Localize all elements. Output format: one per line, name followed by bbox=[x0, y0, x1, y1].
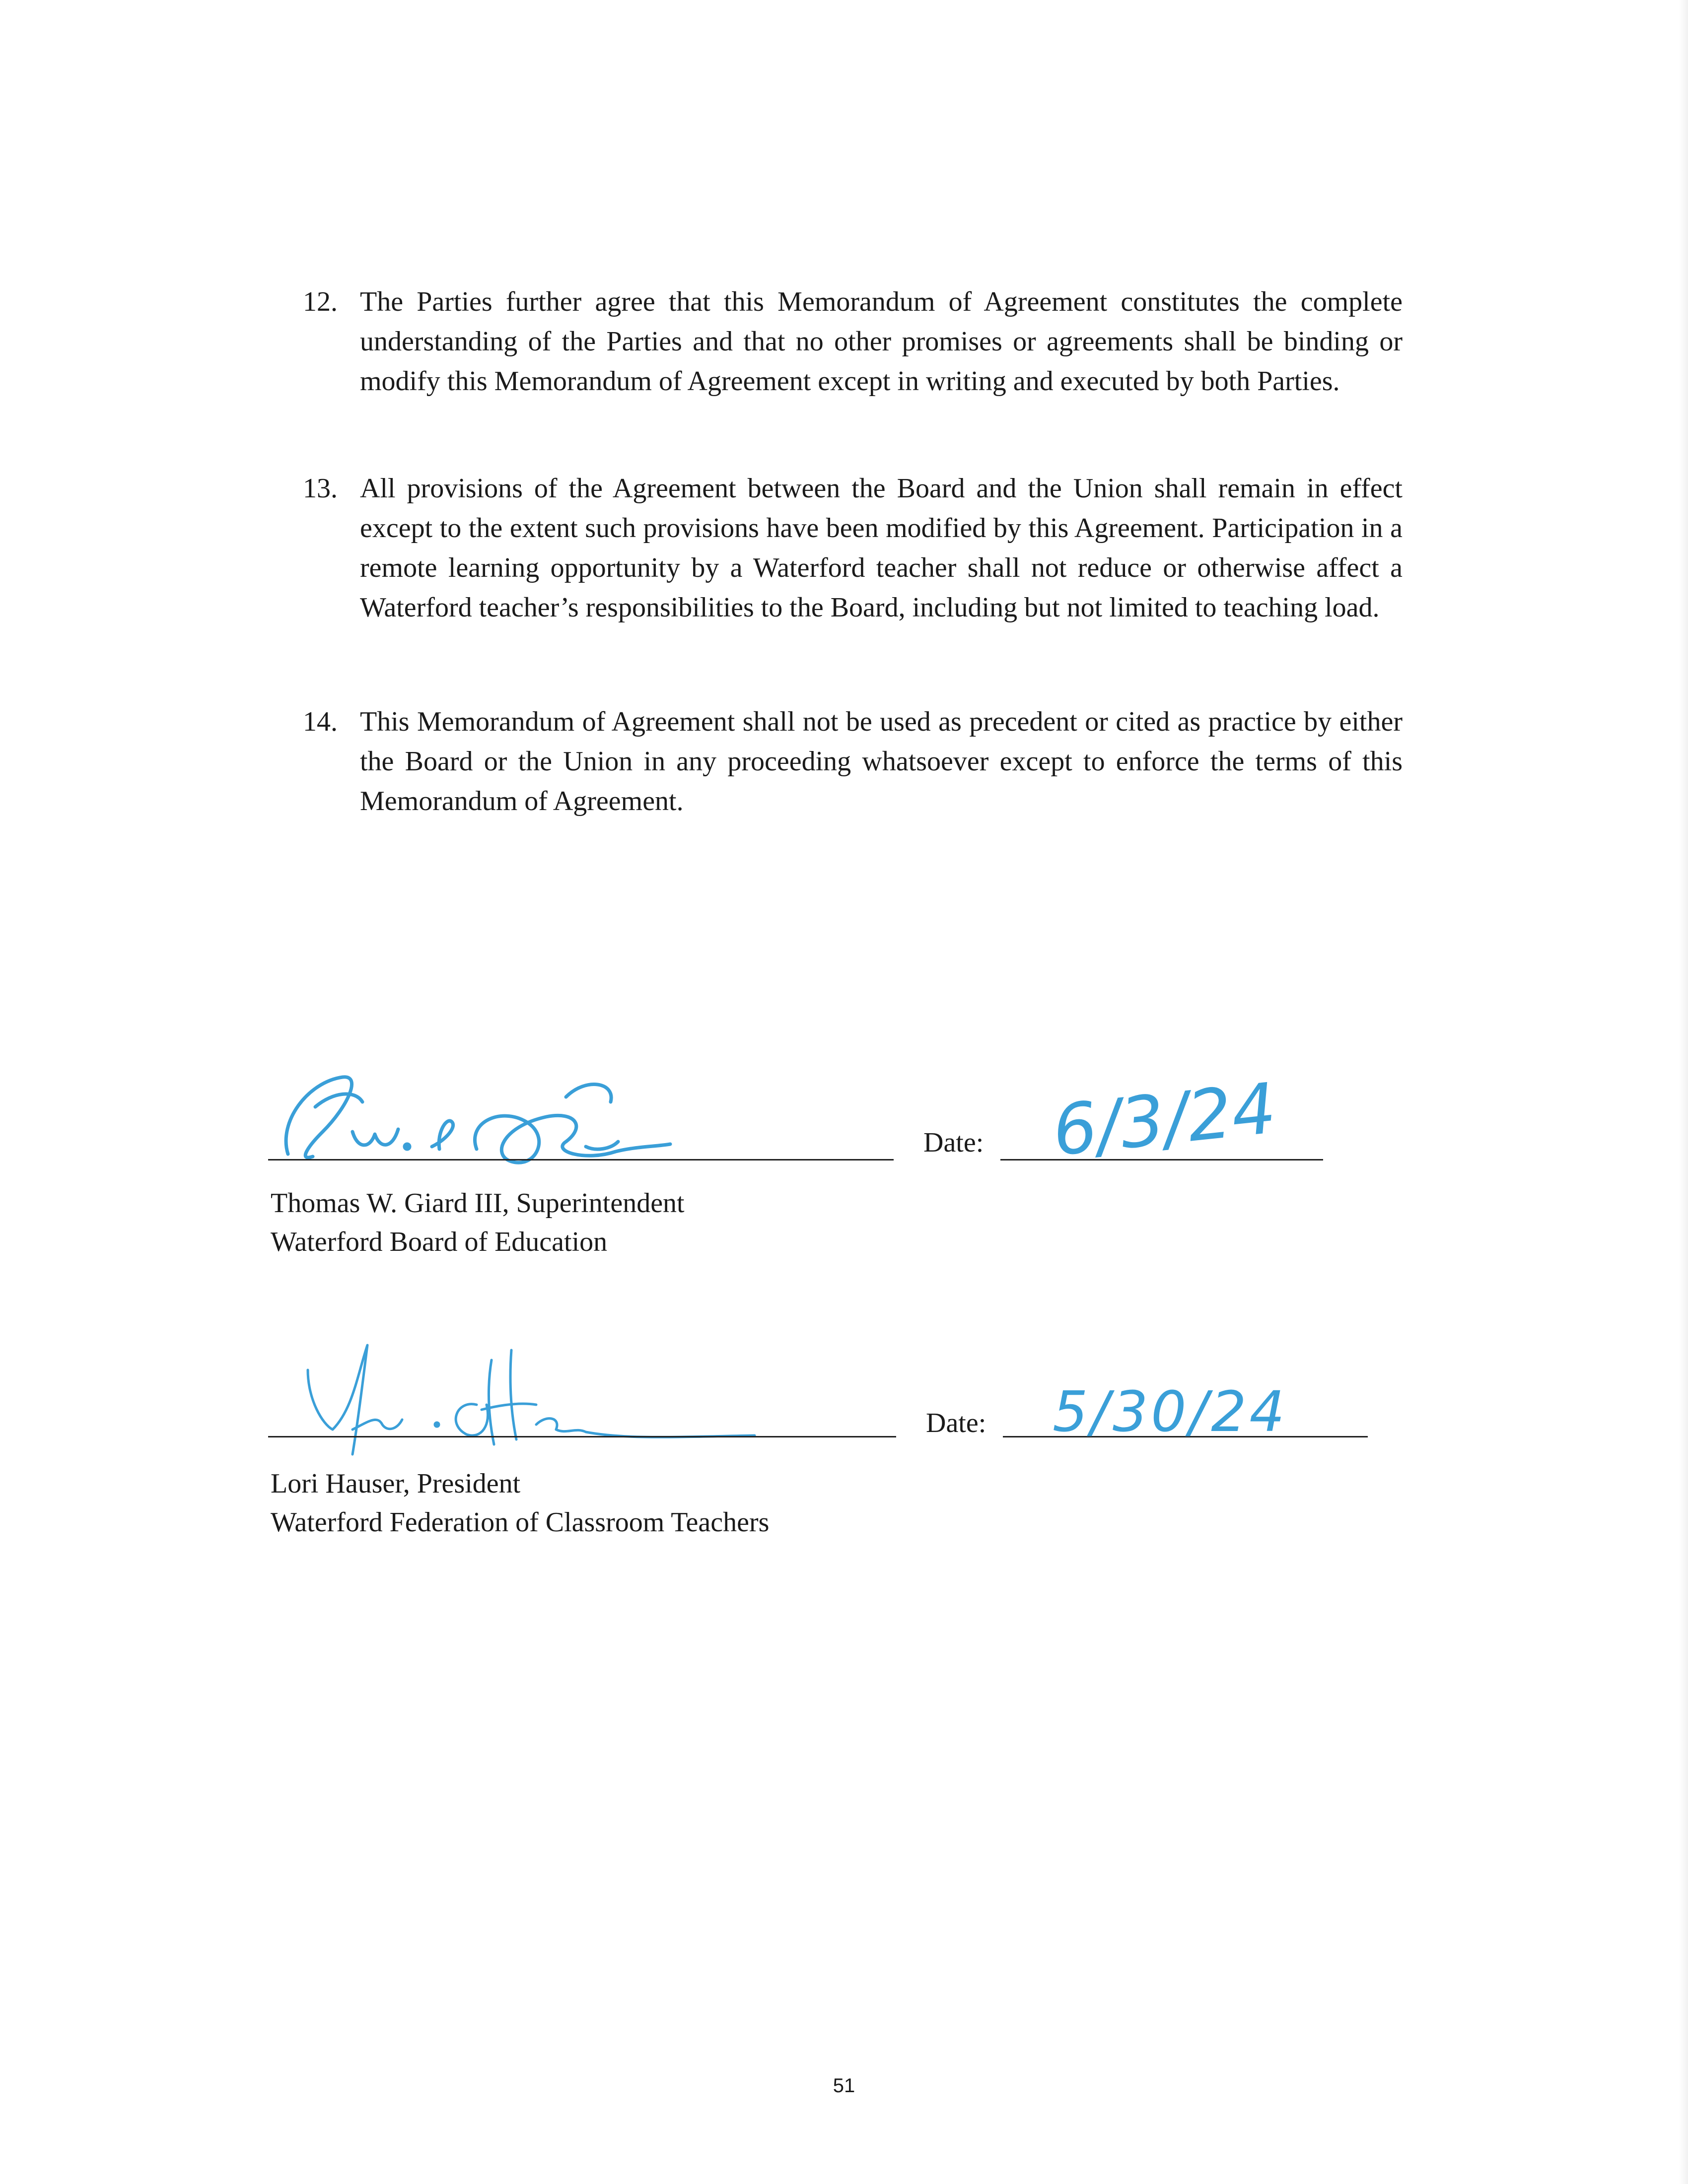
president-date-value: 5/30/24 bbox=[1053, 1380, 1288, 1444]
president-name-block bbox=[271, 1464, 769, 1542]
superintendent-name-block bbox=[271, 1184, 685, 1261]
clause-14 bbox=[303, 702, 1403, 821]
superintendent-signature bbox=[268, 1047, 814, 1176]
scan-edge bbox=[1679, 0, 1688, 2184]
superintendent-signature-line bbox=[268, 1159, 894, 1160]
clause-text: All provisions of the Agreement between the Board and the Union shall remain in effect except to the extent such provisions have been modified by this Agreement. Participation in a remote learning opportunity by a Waterford teacher shall not reduce or otherwise affect a Waterford teacher’s responsibilities to the Board, including but not limited to teaching load. bbox=[360, 473, 1403, 623]
page-number: 51 bbox=[833, 2075, 855, 2097]
signer-organization: Waterford Board of Education bbox=[271, 1227, 608, 1257]
clause-number: 13. bbox=[303, 473, 338, 504]
president-signature-line bbox=[268, 1436, 896, 1437]
date-label: Date: bbox=[923, 1127, 984, 1158]
superintendent-date-value: 6/3/24 bbox=[1049, 1068, 1280, 1172]
signer-organization: Waterford Federation of Classroom Teachers bbox=[271, 1507, 770, 1538]
clause-text: This Memorandum of Agreement shall not be used as precedent or cited as practice by either the Board or the Union in any proceeding whatsoever except to enforce the terms of this Memorandum of Agreement. bbox=[360, 706, 1403, 817]
signer-name-title: Lori Hauser, President bbox=[271, 1468, 521, 1499]
date-label: Date: bbox=[926, 1408, 986, 1438]
clause-text: The Parties further agree that this Memorandum of Agreement constitutes the complete understanding of the Parties and that no other promises or agreements shall be binding or modify this Memorandum of Agreement except in writing and executed by both Parties. bbox=[360, 286, 1403, 397]
clause-13 bbox=[303, 469, 1403, 627]
clause-12 bbox=[303, 282, 1403, 401]
clause-number: 14. bbox=[303, 706, 338, 737]
signer-name-title: Thomas W. Giard III, Superintendent bbox=[271, 1188, 685, 1219]
clause-number: 12. bbox=[303, 286, 338, 317]
president-signature bbox=[278, 1330, 774, 1459]
